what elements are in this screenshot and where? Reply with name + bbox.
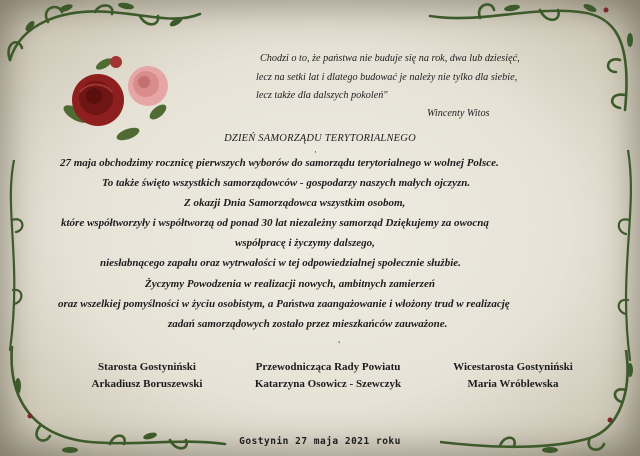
signature-przewodniczaca bbox=[233, 359, 423, 393]
floral-vine-left bbox=[0, 160, 30, 360]
body-line: To także święto wszystkich samorządowców - gospodarzy naszych małych ojczyzn. bbox=[102, 177, 471, 189]
body-line: 27 maja obchodzimy rocznicę pierwszych wyborów do samorządu terytorialnego w wolnej Polsce. bbox=[60, 157, 499, 169]
card-title: DZIEŃ SAMORZĄDU TERYTORIALNEGO bbox=[224, 133, 416, 144]
signature-role: Przewodnicząca Rady Powiatu bbox=[255, 361, 401, 373]
quote-line: lecz także dla dalszych pokoleń" bbox=[256, 90, 388, 101]
body-line: współpracę i życzymy dalszego, bbox=[235, 237, 375, 249]
decorative-dot: · bbox=[314, 148, 317, 158]
body-line: niesłabnącego zapału oraz wytrwałości w tej odpowiedzialnej społecznie służbie. bbox=[100, 257, 461, 269]
signature-role: Wicestarosta Gostyniński bbox=[453, 361, 573, 373]
body-line: Z okazji Dnia Samorządowca wszystkim osobom, bbox=[184, 197, 406, 209]
signature-name: Maria Wróblewska bbox=[467, 378, 559, 390]
quote-line: Chodzi o to, że państwa nie buduje się na rok, dwa lub dziesięć, bbox=[260, 53, 520, 64]
body-line: oraz wszelkiej pomyślności w życiu osobistym, a Państwa zaangażowanie i włożony trud w realizację bbox=[58, 298, 510, 310]
signature-starosta bbox=[62, 359, 232, 393]
quote-line: lecz na setki lat i dlatego budować je należy nie tylko dla siebie, bbox=[256, 71, 518, 83]
body-line: Życzymy Powodzenia w realizacji nowych, ambitnych zamierzeń bbox=[145, 278, 435, 290]
quote-author: Wincenty Witos bbox=[427, 108, 490, 119]
decorative-mark: ' bbox=[338, 340, 341, 349]
quote-block bbox=[238, 50, 588, 106]
floral-vine-right bbox=[612, 150, 640, 370]
signature-name: Arkadiusz Boruszewski bbox=[91, 378, 203, 390]
body-line: zadań samorządowych zostało przez mieszkańców zauważone. bbox=[168, 318, 448, 330]
signature-name: Katarzyna Osowicz - Szewczyk bbox=[254, 378, 402, 390]
body-line: które współtworzyły i współtworzą od ponad 30 lat niezależny samorząd Dziękujemy za owocną bbox=[61, 217, 489, 229]
floral-corner-ornament-top-left bbox=[0, 0, 210, 80]
date-footer: Gostynin 27 maja 2021 roku bbox=[239, 436, 401, 447]
signature-wicestarosta bbox=[428, 359, 598, 393]
signature-role: Starosta Gostyniński bbox=[98, 361, 196, 373]
